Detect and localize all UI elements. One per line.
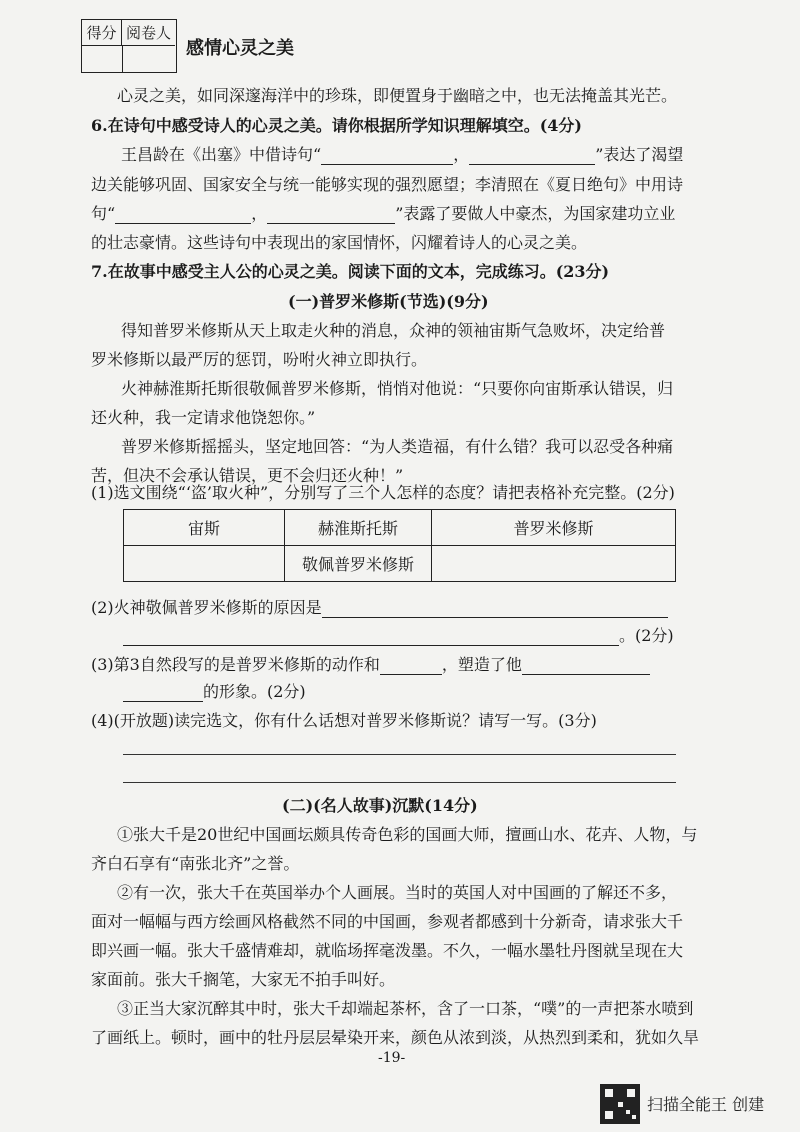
q6-line1-sep: ， xyxy=(453,145,470,164)
sub2-text: (2)火神敬佩普罗米修斯的原因是 xyxy=(91,598,322,617)
sub3-blank-2[interactable] xyxy=(522,658,650,675)
sub2-tail: 。(2分) xyxy=(619,626,674,645)
s1-line2: 齐白石享有“南张北齐”之誉。 xyxy=(91,854,300,873)
attitude-table xyxy=(123,509,676,582)
p2-line2: 还火种，我一定请求他饶恕你。” xyxy=(91,408,316,427)
p1-line1: 得知普罗米修斯从天上取走火种的消息，众神的领袖宙斯气急败坏，决定给普 xyxy=(121,321,666,340)
q6-line1-a: 王昌龄在《出塞》中借诗句“ xyxy=(121,145,322,164)
sub3-blank-3[interactable] xyxy=(123,685,203,702)
p1-line2: 罗米修斯以最严厉的惩罚，吩咐火神立即执行。 xyxy=(91,350,428,369)
part2-title: (二)(名人故事)沉默(14分) xyxy=(282,796,478,815)
q6-line3-sep: ， xyxy=(251,204,268,223)
s3-line1: ③正当大家沉醉其中时，张大千却端起茶杯，含了一口茶，“噗”的一声把茶水喷到 xyxy=(117,999,694,1018)
score-box xyxy=(81,19,177,73)
table-answer-cell-prometheus[interactable] xyxy=(432,546,676,582)
sub-question-2-cont xyxy=(123,626,674,646)
sub3-tail: 的形象。(2分) xyxy=(203,682,306,701)
sub-question-1: (1)选文围绕“‘盗’取火种”，分别写了三个人怎样的态度？请把表格补充完整。(2分) xyxy=(91,483,675,502)
table-header-cell: 普罗米修斯 xyxy=(432,510,676,546)
intro-text: 心灵之美，如同深邃海洋中的珍珠，即便置身于幽暗之中，也无法掩盖其光芒。 xyxy=(117,86,678,105)
score-box-divider xyxy=(122,46,123,72)
s3-line2: 了画纸上。顿时，画中的牡丹层层晕染开来，颜色从浓到淡，从热烈到柔和，犹如久旱 xyxy=(91,1028,700,1047)
p3-line2: 苦，但决不会承认错误，更不会归还火种！” xyxy=(91,466,404,485)
table-row xyxy=(124,546,676,582)
scanner-watermark: 扫描全能王 创建 xyxy=(647,1095,765,1114)
q7-title: 7.在故事中感受主人公的心灵之美。阅读下面的文本，完成练习。(23分) xyxy=(91,262,610,281)
p2-line1: 火神赫淮斯托斯很敬佩普罗米修斯，悄悄对他说：“只要你向宙斯承认错误，归 xyxy=(121,379,674,398)
q6-line3-a: 句“ xyxy=(91,204,116,223)
table-header-cell: 赫淮斯托斯 xyxy=(285,510,432,546)
table-answer-cell-zeus[interactable] xyxy=(124,546,285,582)
q6-blank-3[interactable] xyxy=(115,207,251,224)
p3-line1: 普罗米修斯摇摇头，坚定地回答：“为人类造福，有什么错？我可以忍受各种痛 xyxy=(121,437,674,456)
sub-question-3-cont xyxy=(123,682,306,702)
q6-blank-4[interactable] xyxy=(267,207,395,224)
q6-blank-2[interactable] xyxy=(469,148,595,165)
page-number: -19- xyxy=(378,1050,406,1066)
qr-code-icon xyxy=(600,1084,640,1124)
q6-line1-b: ”表达了渴望 xyxy=(595,145,684,164)
reviewer-label: 阅卷人 xyxy=(122,20,175,46)
q6-blank-1[interactable] xyxy=(321,148,453,165)
s2-line3: 即兴画一幅。张大千盛情难却，就临场挥毫泼墨。不久，一幅水墨牡丹图就呈现在大 xyxy=(91,941,684,960)
answer-line-2[interactable] xyxy=(123,782,676,783)
score-label: 得分 xyxy=(82,20,122,46)
sub3-text-a: (3)第3自然段写的是普罗米修斯的动作和 xyxy=(91,655,380,674)
sub2-blank-2[interactable] xyxy=(123,629,619,646)
q6-title: 6.在诗句中感受诗人的心灵之美。请你根据所学知识理解填空。(4分) xyxy=(91,116,582,135)
table-header-cell: 宙斯 xyxy=(124,510,285,546)
s1-line1: ①张大千是20世纪中国画坛颇具传奇色彩的国画大师，擅画山水、花卉、人物，与 xyxy=(117,825,698,844)
sub3-blank-1[interactable] xyxy=(380,658,442,675)
s2-line4: 家面前。张大千搁笔，大家无不拍手叫好。 xyxy=(91,970,396,989)
sub-question-2 xyxy=(91,598,668,618)
table-cell: 敬佩普罗米修斯 xyxy=(285,546,432,582)
table-header-row xyxy=(124,510,676,546)
sub3-text-b: ，塑造了他 xyxy=(441,655,522,674)
sub-question-3 xyxy=(91,655,650,675)
q6-line3-b: ”表露了要做人中豪杰，为国家建功立业 xyxy=(395,204,676,223)
sub2-blank-1[interactable] xyxy=(322,601,668,618)
q6-line2: 边关能够巩固、国家安全与统一能够实现的强烈愿望；李清照在《夏日绝句》中用诗 xyxy=(91,175,684,194)
part1-title: (一)普罗米修斯(节选)(9分) xyxy=(288,292,489,311)
q6-line4: 的壮志豪情。这些诗句中表现出的家国情怀，闪耀着诗人的心灵之美。 xyxy=(91,233,588,252)
section-title: 感情心灵之美 xyxy=(186,38,294,59)
sub-question-4: (4)(开放题)读完选文，你有什么话想对普罗米修斯说？请写一写。(3分) xyxy=(91,711,597,730)
q6-line3 xyxy=(91,204,675,224)
q6-line1 xyxy=(121,145,683,165)
s2-line2: 面对一幅幅与西方绘画风格截然不同的中国画，参观者都感到十分新奇，请求张大千 xyxy=(91,912,684,931)
answer-line-1[interactable] xyxy=(123,754,676,755)
s2-line1: ②有一次，张大千在英国举办个人画展。当时的英国人对中国画的了解还不多， xyxy=(117,883,678,902)
